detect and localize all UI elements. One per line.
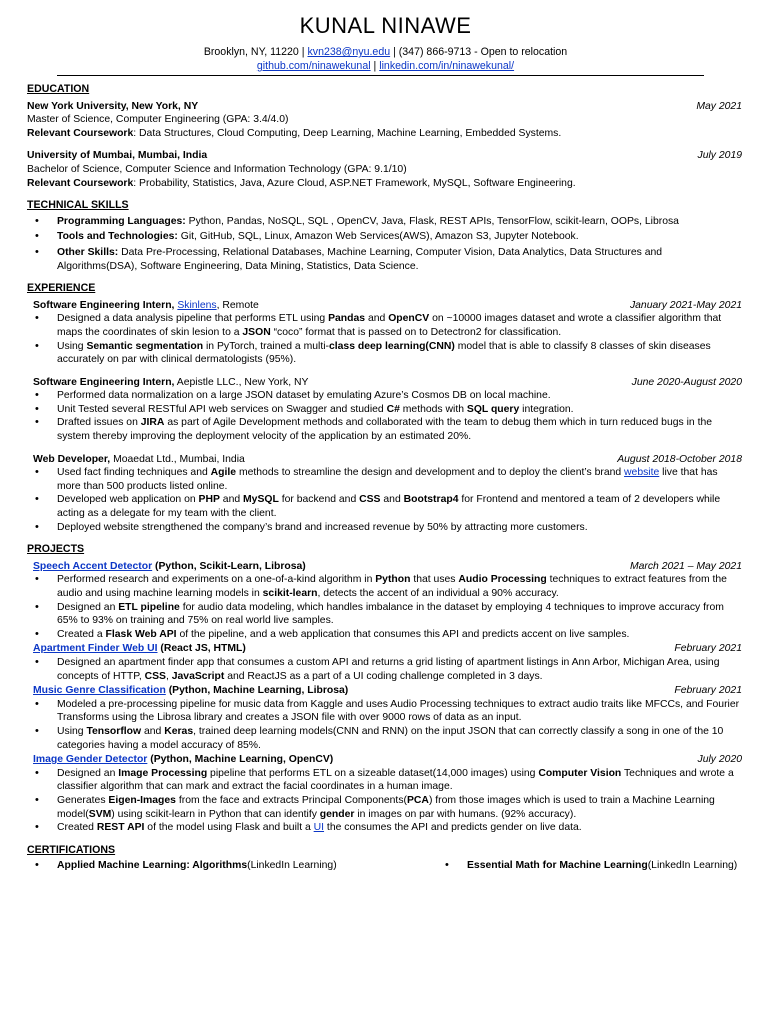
bullet-item	[27, 403, 744, 417]
bold-text: Image Processing	[118, 767, 208, 779]
phone-text: | (347) 866-9713 - Open to relocation	[393, 46, 568, 58]
job-header	[33, 299, 744, 313]
education-heading: EDUCATION	[27, 83, 90, 95]
text-run: Developed web application on	[57, 494, 199, 506]
skill-label: Programming Languages:	[57, 215, 186, 227]
job-bullets	[27, 312, 744, 366]
project-bullets	[27, 767, 744, 835]
bullet-item	[27, 725, 744, 752]
contact-line	[27, 45, 744, 59]
certification-provider: (LinkedIn Learning)	[247, 860, 337, 872]
bold-text: Pandas	[328, 313, 366, 325]
coursework-line	[27, 177, 744, 191]
bullet-item	[27, 601, 744, 628]
text-run: live that has more than 500 products listed online.	[57, 467, 718, 492]
bold-text: Agile	[210, 467, 237, 479]
project-header	[33, 560, 744, 574]
bold-text: SVM	[88, 808, 112, 820]
inline-link[interactable]: website	[624, 467, 660, 479]
job-header	[33, 376, 744, 390]
education-date: July 2019	[697, 150, 742, 162]
text-run: Deployed website strengthened the company’s brand and increased revenue by 50% by attracting more customers.	[57, 521, 588, 533]
projects-heading: PROJECTS	[27, 543, 85, 556]
certification-name: Essential Math for Machine Learning	[467, 860, 648, 872]
text-run: Unit Tested several RESTful API web services on Swagger and studied	[57, 403, 387, 415]
email-link[interactable]: kvn238@nyu.edu	[307, 46, 391, 58]
text-run: Using	[57, 725, 87, 737]
text-run: Designed an apartment finder app that consumes a custom API and returns a grid listing of apartment listings in Ann Arbor, Michigan Area, using concepts of HTTP,	[57, 656, 720, 682]
text-run: and	[380, 494, 404, 506]
bold-text: CSS	[359, 494, 381, 506]
text-run: ,	[165, 670, 172, 682]
bold-text: Audio Processing	[458, 574, 547, 586]
project-title-link[interactable]: Apartment Finder Web UI	[33, 643, 158, 655]
experience-heading: EXPERIENCE	[27, 282, 96, 295]
job-bullets	[27, 389, 744, 443]
text-run: integration.	[519, 403, 574, 415]
project-tech: (Python, Machine Learning, OpenCV)	[147, 754, 334, 766]
text-run: and	[141, 725, 165, 737]
project-heading	[33, 560, 306, 574]
project-date: February 2021	[674, 685, 742, 697]
bold-text: Computer Vision	[538, 767, 622, 779]
links-line	[27, 59, 744, 73]
project-entry	[27, 684, 744, 752]
text-run: for audio data modeling, which handles imbalance in the dataset by employing 4 techniques to improve accuracy from 65% to 93% on training and 75% on real world live samples.	[57, 601, 724, 627]
project-bullets	[27, 573, 744, 641]
job-title: Software Engineering Intern,	[33, 376, 175, 388]
text-run: “coco” format that is passed on to Detectron2 for classification.	[270, 326, 562, 338]
skill-label: Other Skills:	[57, 246, 119, 258]
bold-text: CSS	[144, 670, 166, 682]
bold-text: REST API	[96, 822, 145, 834]
text-run: that uses	[410, 574, 459, 586]
text-run: Designed a data analysis pipeline that performs ETL using	[57, 313, 329, 325]
bullet-item	[27, 312, 744, 339]
text-run: techniques to extract features from the audio and using machine learning models in	[57, 574, 727, 599]
project-tech: (Python, Scikit-Learn, Librosa)	[152, 560, 306, 572]
bullet-item	[27, 656, 744, 683]
bullet-item	[27, 821, 744, 835]
bullet-item	[27, 698, 744, 725]
job-date: August 2018-October 2018	[617, 453, 742, 465]
text-run: Performed research and experiments on a one-of-a-kind algorithm in	[57, 574, 376, 586]
text-run: in PyTorch, trained a multi-	[203, 340, 329, 352]
text-run: for backend and	[278, 494, 360, 506]
experience-entry	[27, 453, 744, 535]
project-header	[33, 753, 744, 767]
skill-text: Data Pre-Processing, Relational Databases, Machine Learning, Computer Vision, Data Analytics, Data Structures and Algorithms(DSA), Software Engineering, Data Mining, Statistics, Data Science.	[57, 246, 663, 272]
job-date: June 2020-August 2020	[631, 376, 742, 388]
bold-text: OpenCV	[388, 313, 430, 325]
bullet-item	[27, 794, 744, 821]
school-name: University of Mumbai, Mumbai, India	[27, 150, 208, 162]
skill-text: Git, GitHub, SQL, Linux, Amazon Web Services(AWS), Amazon S3, Jupyter Notebook.	[177, 231, 579, 243]
certification-name: Applied Machine Learning: Algorithms	[57, 860, 248, 872]
bullet-item	[27, 466, 744, 493]
certification-item	[27, 859, 437, 873]
certification-provider: (LinkedIn Learning)	[647, 860, 738, 872]
skill-item	[27, 215, 744, 229]
text-run: ) using scikit-learn in Python that can identify	[111, 808, 320, 820]
project-tech: (Python, Machine Learning, Librosa)	[165, 685, 349, 697]
text-run: as part of Agile Development methods and collaborated with the team to debug them which in turn reduced bugs in the system thereby improving the deployment velocity of the application by an estimated 20%.	[57, 417, 713, 443]
bold-text: PCA	[406, 794, 429, 806]
text-run: model that is able to classify 8 classes of skin diseases accurately on par with clinical dermatologists (95%).	[57, 340, 711, 366]
text-run: Designed an	[57, 601, 119, 613]
skill-item	[27, 246, 744, 273]
certifications-heading: CERTIFICATIONS	[27, 843, 116, 856]
project-bullets	[27, 656, 744, 683]
text-run: for Frontend and mentored a team of 2 developers while acting as a delegate for my team with the client.	[57, 494, 721, 520]
project-title-link[interactable]: Speech Accent Detector	[33, 560, 153, 572]
text-run: Modeled a pre-processing pipeline for music data from Kaggle and uses Audio Processing techniques to extract audio traits like MFCCs, and Fourier Transforms using the Librosa library and creates a JSON file with over 9000 rows of data as an input.	[57, 698, 740, 724]
experience-section	[27, 299, 744, 535]
text-run: Using	[57, 340, 87, 352]
bullet-item	[27, 493, 744, 520]
inline-link[interactable]: UI	[313, 822, 325, 834]
job-heading	[33, 376, 308, 390]
bullet-item	[27, 628, 744, 642]
bold-text: Eigen-Images	[108, 794, 176, 806]
job-location: , Remote	[216, 299, 259, 311]
projects-section	[27, 560, 744, 835]
certifications-list	[27, 859, 744, 873]
bold-text: gender	[319, 808, 355, 820]
bullet-item	[27, 389, 744, 403]
degree-text: Master of Science, Computer Engineering (GPA: 3.4/4.0)	[27, 114, 289, 126]
text-run: Used fact finding techniques and	[57, 467, 211, 479]
bold-text: scikit-learn	[262, 588, 318, 599]
bold-text: JSON	[242, 326, 271, 338]
education-row	[27, 149, 744, 163]
school-name: New York University, New York, NY	[27, 100, 199, 112]
skill-label: Tools and Technologies:	[57, 231, 178, 243]
text-run: Generates	[57, 794, 109, 806]
text-run: ) from those images which is used to train a Machine Learning model(	[57, 794, 715, 820]
text-run: Designed an	[57, 767, 119, 779]
education-entry	[27, 149, 744, 190]
company-link[interactable]: Skinlens	[177, 299, 217, 311]
project-header	[33, 684, 744, 698]
text-run: the consumes the API and predicts gender on live data.	[324, 822, 582, 834]
project-date: July 2020	[697, 754, 742, 766]
bold-text: Python	[375, 574, 411, 586]
bold-text: Keras	[164, 725, 194, 737]
experience-entry	[27, 376, 744, 444]
bold-text: MySQL	[243, 494, 279, 506]
job-heading	[33, 453, 245, 467]
text-run: and	[219, 494, 244, 506]
job-location: Aepistle LLC., New York, NY	[174, 376, 309, 388]
project-heading	[33, 753, 333, 767]
job-bullets	[27, 466, 744, 534]
location-text: Brooklyn, NY, 11220 |	[203, 46, 305, 58]
education-section	[27, 100, 744, 191]
coursework-text: : Data Structures, Cloud Computing, Deep Learning, Machine Learning, Embedded Systems.	[133, 127, 562, 139]
text-run: Created	[57, 822, 97, 834]
bullet-item	[27, 521, 744, 535]
bold-text: class deep learning(CNN)	[328, 340, 455, 352]
bold-text: SQL query	[466, 403, 520, 415]
project-heading	[33, 684, 348, 698]
experience-entry	[27, 299, 744, 367]
bold-text: JIRA	[140, 417, 165, 429]
education-entry	[27, 100, 744, 141]
coursework-label: Relevant Coursework	[27, 177, 134, 189]
text-run: methods with	[399, 403, 467, 415]
text-run: from the face and extracts Principal Components(	[175, 794, 407, 806]
project-entry	[27, 753, 744, 835]
links-separator: |	[370, 60, 380, 72]
text-run: Created a	[57, 628, 106, 640]
job-date: January 2021-May 2021	[629, 299, 742, 311]
job-location: Moaedat Ltd., Mumbai, India	[110, 453, 245, 465]
text-run: of the pipeline, and a web application that consumes this API and predicts accent on live samples.	[176, 628, 630, 640]
job-title: Software Engineering Intern,	[33, 299, 175, 311]
project-entry	[27, 560, 744, 642]
header-divider	[57, 75, 704, 76]
skill-text: Python, Pandas, NoSQL, SQL , OpenCV, Java, Flask, REST APIs, TensorFlow, scikit-learn, OOPs, Librosa	[185, 215, 679, 227]
bold-text: Semantic segmentation	[86, 340, 204, 352]
text-run: Techniques and wrote a classifier algorithm that can mark and extract the facial coordinates in a human image.	[57, 767, 734, 793]
bold-text: PHP	[198, 494, 220, 506]
project-bullets	[27, 698, 744, 752]
project-title-link[interactable]: Music Genre Classification	[33, 685, 166, 697]
certification-item	[437, 859, 737, 873]
project-tech: (React JS, HTML)	[157, 643, 246, 655]
text-run: and ReactJS as a part of a UI coding challenge completed in 3 days.	[224, 670, 543, 682]
text-run: of the model using Flask and built a	[144, 822, 314, 834]
project-title-link[interactable]: Image Gender Detector	[33, 754, 148, 766]
project-heading	[33, 642, 246, 656]
bullet-item	[27, 573, 744, 600]
text-run: , trained deep learning models(CNN and RNN) on the input JSON that can correctly classify a song in one of the 10 categories having a model accuracy of 85%.	[57, 725, 724, 751]
text-run: on ~10000 images dataset and wrote a classifier algorithm that maps the coordinates of skin lesion to a	[57, 313, 722, 338]
text-run: in images on par with humans. (92% accuracy).	[354, 808, 577, 820]
coursework-label: Relevant Coursework	[27, 127, 134, 139]
bullet-item	[27, 340, 744, 367]
coursework-text: : Probability, Statistics, Java, Azure Cloud, ASP.NET Framework, MySQL, Software Engineering.	[133, 177, 576, 189]
education-row	[27, 100, 744, 114]
linkedin-link[interactable]: linkedin.com/in/ninawekunal/	[379, 60, 515, 72]
project-date: February 2021	[674, 643, 742, 655]
text-run: Drafted issues on	[57, 417, 141, 429]
bold-text: ETL pipeline	[118, 601, 180, 613]
project-date: March 2021 – May 2021	[629, 560, 742, 572]
skills-heading: TECHNICAL SKILLS	[27, 199, 129, 212]
job-title: Web Developer,	[33, 453, 111, 465]
github-link[interactable]: github.com/ninawekunal	[256, 60, 371, 72]
text-run: pipeline that performs ETL on a sizeable dataset(14,000 images) using	[207, 767, 539, 779]
text-run: , detects the accent of an individual a 90% accuracy.	[317, 588, 559, 599]
education-date: May 2021	[696, 100, 742, 112]
skills-list	[27, 215, 744, 273]
bold-text: Bootstrap4	[403, 494, 459, 506]
degree-text: Bachelor of Science, Computer Science and Information Technology (GPA: 9.1/10)	[27, 163, 407, 175]
candidate-name: KUNAL NINAWE	[299, 13, 472, 38]
project-header	[33, 642, 744, 656]
bullet-item	[27, 767, 744, 794]
coursework-line	[27, 127, 744, 141]
bold-text: JavaScript	[171, 670, 225, 682]
bold-text: Flask Web API	[105, 628, 177, 640]
text-run: Performed data normalization on a large JSON dataset by emulating Azure’s Cosmos DB on local machine.	[57, 390, 551, 402]
bold-text: Tensorflow	[86, 725, 142, 737]
job-header	[33, 453, 744, 467]
bullet-item	[27, 416, 744, 443]
bold-text: C#	[386, 403, 400, 415]
project-entry	[27, 642, 744, 683]
skill-item	[27, 230, 744, 244]
text-run: methods to streamline the design and development and to deploy the client’s brand	[236, 467, 625, 479]
text-run: and	[365, 313, 389, 325]
job-heading	[33, 299, 259, 313]
